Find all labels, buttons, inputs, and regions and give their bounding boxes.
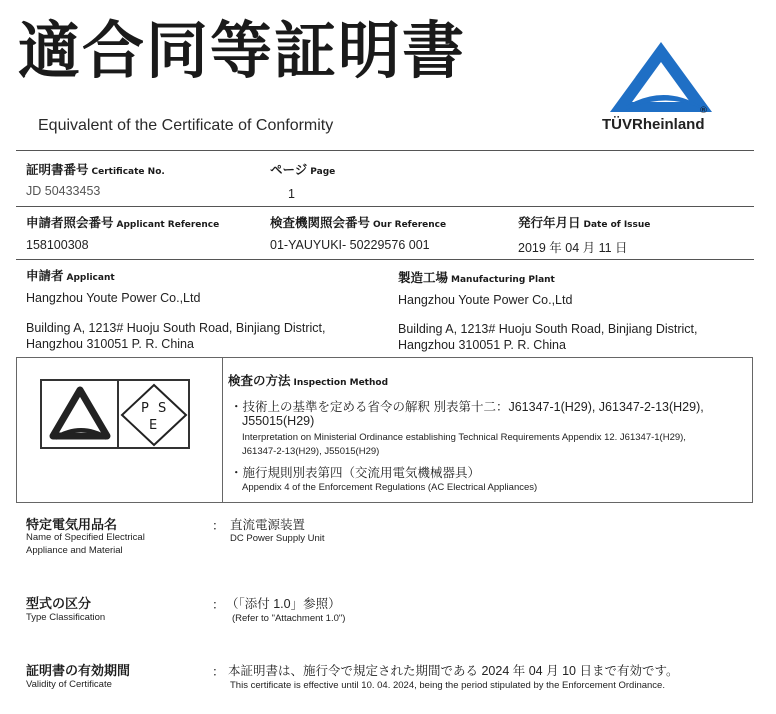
product-name-value: 直流電源装置 (230, 518, 306, 532)
divider (222, 357, 223, 503)
colon: ： (212, 519, 225, 533)
page-title: 適合同等証明書 (18, 14, 467, 87)
colon: ： (212, 665, 225, 679)
product-name-label-en: Name of Specified Electrical (26, 532, 145, 543)
tuv-logo-text: TÜVRheinland (602, 116, 705, 133)
tuv-logo (604, 40, 718, 136)
validity-label-en: Validity of Certificate (26, 679, 112, 690)
inspection-item-jp: ・施行規則別表第四（交流用電気機械器具） (230, 466, 481, 480)
plant-name: Hangzhou Youte Power Co.,Ltd (398, 293, 573, 307)
validity-value-en: This certificate is effective until 10. 04. 2024, being the period stipulated by the Enforcement Ordinance. (230, 680, 665, 691)
divider (16, 206, 754, 207)
colon: ： (212, 598, 225, 612)
type-classification-label-en: Type Classification (26, 612, 106, 623)
manufacturing-plant-label: 製造工場 Manufacturing Plant (398, 270, 555, 285)
pse-letter: S (158, 401, 167, 416)
applicant-address: Hangzhou 310051 P. R. China (26, 337, 194, 351)
type-classification-value-en: (Refer to "Attachment 1.0") (232, 613, 346, 624)
page-label: ページ Page (270, 162, 336, 177)
divider (16, 150, 754, 151)
validity-value: 本証明書は、施行令で規定された期間である 2024 年 04 月 10 日まで有効です。 (228, 664, 679, 678)
applicant-label: 申請者 Applicant (26, 268, 115, 283)
validity-label: 証明書の有効期間 (26, 664, 131, 679)
product-name-label: 特定電気用品名 (26, 518, 118, 533)
inspection-item-jp: J55015(H29) (242, 414, 315, 428)
inspection-item-en: J61347-2-13(H29), J55015(H29) (242, 446, 380, 457)
pse-diamond-icon (119, 382, 189, 448)
our-reference-value: 01-YAUYUKI- 50229576 001 (270, 238, 430, 252)
applicant-reference-label: 申請者照会番号 Applicant Reference (26, 215, 220, 230)
inspection-item-en: Appendix 4 of the Enforcement Regulations (AC Electrical Appliances) (242, 482, 538, 493)
page-subtitle: Equivalent of the Certificate of Conformity (38, 117, 334, 134)
type-classification-label: 型式の区分 (26, 597, 92, 612)
page-value: 1 (288, 187, 295, 201)
product-name-value-en: DC Power Supply Unit (230, 533, 325, 544)
inspection-method-label: 検査の方法 Inspection Method (228, 373, 389, 388)
pse-letter: E (149, 418, 158, 433)
inspection-item-en: Interpretation on Ministerial Ordinance establishing Technical Requirements Appendix 12. J61347-1(H29), (242, 432, 686, 443)
applicant-name: Hangzhou Youte Power Co.,Ltd (26, 291, 201, 305)
certificate-no-value: JD 50433453 (26, 184, 101, 198)
inspection-item-jp: ・技術上の基準を定める省令の解釈 別表第十二：J61347-1(H29), J61347-2-13(H29), (230, 400, 704, 414)
applicant-reference-value: 158100308 (26, 238, 89, 252)
plant-address: Building A, 1213# Huoju South Road, Binjiang District, (398, 322, 698, 336)
date-of-issue-value: 2019 年 04 月 11 日 (518, 241, 628, 255)
type-classification-value: （「添付 1.0」参照） (226, 597, 341, 611)
our-reference-label: 検査機関照会番号 Our Reference (270, 215, 447, 230)
certificate-no-label: 証明書番号 Certificate No. (26, 162, 165, 177)
divider (16, 259, 754, 260)
plant-address: Hangzhou 310051 P. R. China (398, 338, 566, 352)
product-name-label-en: Appliance and Material (26, 545, 123, 556)
tuv-triangle-icon (47, 384, 113, 444)
tuv-triangle-icon (604, 40, 718, 114)
pse-mark (40, 379, 190, 449)
applicant-address: Building A, 1213# Huoju South Road, Binjiang District, (26, 321, 326, 335)
pse-letter: P (141, 401, 149, 416)
date-of-issue-label: 発行年月日 Date of Issue (518, 215, 651, 230)
registered-icon: ® (699, 106, 708, 116)
